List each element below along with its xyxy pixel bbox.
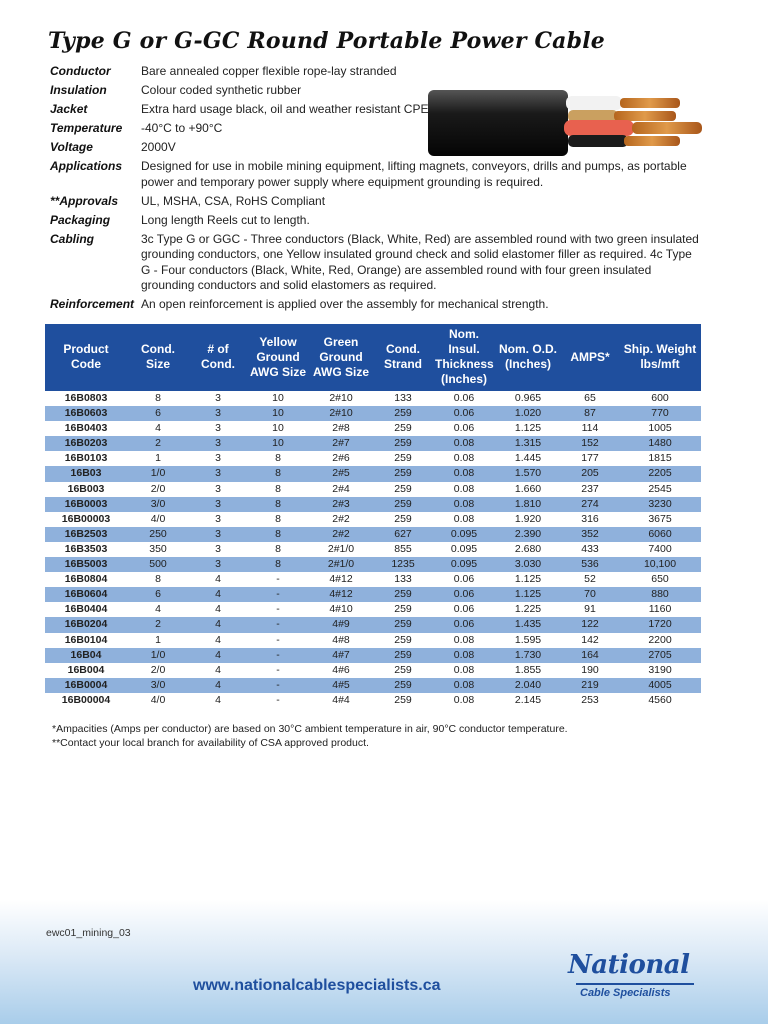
table-cell: 4#7 [309, 648, 373, 663]
table-cell: 4#5 [309, 678, 373, 693]
table-cell: 855 [394, 542, 412, 555]
table-cell: 219 [561, 678, 619, 693]
table-cell: 4 [189, 648, 247, 663]
spec-label: Packaging [50, 212, 111, 227]
table-cell-product-code: 16B0104 [64, 633, 108, 646]
table-cell: 8 [155, 573, 161, 586]
table-cell: 8 [275, 512, 281, 525]
table-cell: 0.08 [433, 648, 495, 663]
table-cell: 2#7 [309, 436, 373, 451]
table-cell: 114 [581, 422, 599, 435]
table-cell: 350 [149, 542, 167, 555]
col-header-ship-weight: Ship. Weight lbs/mft [619, 324, 701, 391]
spec-value: Colour coded synthetic rubber [141, 83, 302, 97]
table-cell: 0.095 [433, 557, 495, 572]
table-cell: 1815 [648, 452, 672, 465]
table-cell-product-code: 16B0803 [45, 391, 127, 407]
table-cell: 0.08 [433, 436, 495, 451]
table-cell: 4560 [648, 693, 672, 706]
spec-label: **Approvals [50, 193, 119, 208]
spec-value: 2000V [141, 140, 176, 154]
table-cell: 1.445 [514, 452, 542, 465]
spec-label: Insulation [50, 83, 107, 97]
table-cell: 880 [619, 587, 701, 602]
company-logo [560, 950, 705, 1005]
spec-label: Applications [50, 159, 123, 173]
table-cell: 536 [561, 557, 619, 572]
spec-value: Bare annealed copper flexible rope-lay stranded [141, 64, 397, 78]
spec-label: Voltage [50, 140, 93, 154]
table-cell: - [247, 648, 309, 663]
table-cell: 1.315 [495, 436, 561, 451]
table-cell: 1 [155, 633, 161, 646]
table-cell: 2/0 [150, 663, 166, 676]
table-cell: 3/0 [127, 678, 189, 693]
table-cell: 1.730 [495, 648, 561, 663]
table-cell: 3 [189, 497, 247, 512]
table-cell: 1.920 [514, 512, 542, 525]
table-cell: 133 [394, 573, 412, 586]
table-cell: 10 [247, 391, 309, 407]
table-cell: 133 [373, 391, 433, 407]
table-cell: 259 [394, 633, 412, 646]
table-row [45, 466, 701, 481]
table-cell: 3675 [648, 512, 672, 525]
table-cell: 8 [247, 497, 309, 512]
table-cell: 2#6 [332, 452, 350, 465]
table-cell: 4/0 [150, 693, 166, 706]
table-cell-product-code: 16B0404 [64, 603, 108, 616]
table-cell: 8 [247, 557, 309, 572]
table-cell: 2/0 [150, 482, 166, 495]
table-cell-product-code: 16B0103 [64, 452, 108, 465]
table-cell: 4#12 [309, 587, 373, 602]
table-cell: 0.08 [453, 693, 475, 706]
table-cell: 4 [215, 663, 221, 676]
table-cell: 4/0 [150, 512, 166, 525]
table-cell: 352 [561, 527, 619, 542]
table-cell: 4 [215, 693, 221, 706]
table-cell: 0.06 [433, 617, 495, 632]
col-header-insul-thickness: Nom. Insul. Thickness (Inches) [433, 324, 495, 391]
col-header-num-cond: # of Cond. [189, 324, 247, 391]
table-cell: 259 [394, 482, 412, 495]
table-cell: 3230 [619, 497, 701, 512]
table-row [45, 633, 701, 648]
table-cell: 0.08 [453, 452, 475, 465]
table-cell: 4 [189, 678, 247, 693]
table-cell: 250 [127, 527, 189, 542]
table-row [45, 602, 701, 617]
table-cell: 8 [275, 452, 281, 465]
table-cell: 1.435 [495, 617, 561, 632]
table-cell: 8 [127, 391, 189, 407]
table-cell-product-code: 16B0004 [45, 678, 127, 693]
table-row [45, 512, 701, 527]
spec-value: Extra hard usage black, oil and weather resistant CPE [141, 102, 429, 116]
table-cell: 3 [215, 452, 221, 465]
table-cell: 122 [561, 617, 619, 632]
table-cell: 259 [373, 436, 433, 451]
table-cell-product-code: 16B0403 [64, 422, 108, 435]
spec-row-approvals [50, 194, 700, 210]
table-cell: 2#3 [309, 497, 373, 512]
table-cell: 500 [127, 557, 189, 572]
table-cell: 1.125 [495, 587, 561, 602]
table-cell: 1.595 [514, 633, 542, 646]
table-cell: 4#9 [309, 617, 373, 632]
table-cell: 8 [275, 482, 281, 495]
table-cell: 70 [561, 587, 619, 602]
table-cell: 0.06 [433, 587, 495, 602]
table-cell-product-code: 16B003 [67, 482, 105, 495]
table-cell: 259 [394, 422, 412, 435]
table-row [45, 648, 701, 663]
table-cell: 2#8 [332, 422, 350, 435]
table-cell: 1.570 [495, 466, 561, 481]
table-cell: 2#10 [309, 391, 373, 407]
table-cell: 4005 [619, 678, 701, 693]
table-cell: 259 [394, 603, 412, 616]
table-cell: 0.06 [433, 406, 495, 421]
table-cell: 1480 [619, 436, 701, 451]
logo-underline [576, 983, 694, 985]
table-cell: 259 [373, 678, 433, 693]
spec-value: 3c Type G or GGC - Three conductors (Black, White, Red) are assembled round with two green insulated grounding conductors, one Yellow insulated ground check and solid elastomer filler as required. 4c Type G - Four conductors (Black, White, Red, Orange) are assembled round with four green insulated grounding conductors and solid elastomers as required. [141, 231, 699, 292]
table-cell: 2 [127, 436, 189, 451]
table-cell: 0.08 [453, 663, 475, 676]
table-row [45, 436, 701, 451]
product-table-container [45, 324, 701, 708]
table-cell: 2705 [619, 648, 701, 663]
table-cell-product-code: 16B03 [45, 466, 127, 481]
table-cell: 0.06 [433, 391, 495, 407]
table-cell: - [276, 573, 280, 586]
table-cell: 259 [373, 587, 433, 602]
table-cell: 4 [155, 422, 161, 435]
table-cell: 259 [373, 466, 433, 481]
table-cell: 3 [189, 466, 247, 481]
table-cell-product-code: 16B2503 [45, 527, 127, 542]
table-cell: 1.660 [514, 482, 542, 495]
table-cell: 0.08 [433, 466, 495, 481]
table-cell: 1235 [373, 557, 433, 572]
table-cell: 3/0 [127, 497, 189, 512]
table-cell: 4 [189, 617, 247, 632]
table-cell: 1.125 [514, 573, 542, 586]
table-cell: 87 [561, 406, 619, 421]
table-cell: - [247, 617, 309, 632]
table-cell: 259 [394, 452, 412, 465]
table-cell: 3 [189, 436, 247, 451]
table-cell: 10,100 [619, 557, 701, 572]
spec-row-reinforcement [50, 297, 700, 313]
table-cell: 2#5 [309, 466, 373, 481]
spec-row-cabling [50, 232, 700, 294]
table-cell: 3 [189, 391, 247, 407]
table-cell: 8 [247, 466, 309, 481]
table-cell: 3190 [648, 663, 672, 676]
table-cell: 3 [189, 527, 247, 542]
table-cell: 2545 [648, 482, 672, 495]
table-cell: 0.06 [453, 573, 475, 586]
table-cell: 316 [581, 512, 599, 525]
table-cell: 1.020 [495, 406, 561, 421]
table-cell-product-code: 16B00004 [61, 693, 111, 706]
table-cell: 3 [189, 406, 247, 421]
table-cell: 4#4 [332, 693, 350, 706]
table-cell: 8 [247, 527, 309, 542]
table-cell: 91 [584, 603, 596, 616]
table-row [45, 557, 701, 572]
table-cell: 259 [373, 648, 433, 663]
table-cell: 3 [215, 512, 221, 525]
logo-name: National [568, 950, 690, 980]
table-row [45, 421, 701, 436]
spec-value: UL, MSHA, CSA, RoHS Compliant [141, 193, 326, 208]
spec-label: Jacket [50, 102, 88, 116]
col-header-yellow-ground: Yellow Ground AWG Size [247, 324, 309, 391]
table-cell: 770 [619, 406, 701, 421]
table-cell: 2.390 [495, 527, 561, 542]
table-cell: - [276, 663, 280, 676]
table-cell: 10 [272, 422, 284, 435]
table-cell: 3 [215, 422, 221, 435]
table-cell: 0.08 [453, 512, 475, 525]
table-cell: 6 [127, 587, 189, 602]
col-header-cond-size: Cond. Size [127, 324, 189, 391]
page-title: Type G or G-GC Round Portable Power Cable [48, 28, 605, 54]
table-cell: 2#2 [309, 527, 373, 542]
table-cell-product-code: 16B0804 [64, 573, 108, 586]
table-cell-product-code: 16B04 [45, 648, 127, 663]
spec-value: Designed for use in mobile mining equipment, lifting magnets, conveyors, drills and pumps, as portable power and temporary power supply where equipment grounding is required. [141, 159, 687, 189]
table-row [45, 617, 701, 632]
table-row [45, 527, 701, 542]
table-cell: 0.08 [433, 678, 495, 693]
table-cell: 190 [581, 663, 599, 676]
spec-label: Temperature [50, 121, 123, 135]
table-cell: 164 [561, 648, 619, 663]
table-cell: 650 [651, 573, 669, 586]
table-cell: 259 [373, 406, 433, 421]
table-cell: 65 [561, 391, 619, 407]
spec-row-packaging [50, 213, 700, 229]
table-cell: 6060 [619, 527, 701, 542]
table-cell-product-code: 16B0204 [45, 617, 127, 632]
table-cell: 4#10 [329, 603, 353, 616]
table-cell: 10 [247, 436, 309, 451]
table-cell: 10 [247, 406, 309, 421]
table-cell: - [247, 678, 309, 693]
table-cell: 0.06 [453, 422, 475, 435]
table-cell: 2#1/0 [309, 557, 373, 572]
table-cell: 237 [581, 482, 599, 495]
table-header-row [45, 324, 701, 391]
col-header-green-ground: Green Ground AWG Size [309, 324, 373, 391]
table-cell: 3.030 [495, 557, 561, 572]
footnote-ampacity: *Ampacities (Amps per conductor) are based on 30°C ambient temperature in air, 90°C conductor temperature. [52, 723, 568, 735]
table-cell: 4 [189, 587, 247, 602]
table-row [45, 406, 701, 421]
table-cell: 2.680 [514, 542, 542, 555]
table-cell: 1/0 [127, 466, 189, 481]
table-cell: 600 [619, 391, 701, 407]
table-cell: 1.225 [514, 603, 542, 616]
product-table [45, 324, 701, 708]
table-cell: 253 [581, 693, 599, 706]
table-cell: 4#12 [329, 573, 353, 586]
table-cell: 0.06 [453, 603, 475, 616]
spec-label: Cabling [50, 231, 94, 246]
table-cell: 1.855 [514, 663, 542, 676]
footnote-csa: **Contact your local branch for availability of CSA approved product. [52, 736, 369, 749]
table-row [45, 542, 701, 557]
table-row [45, 693, 701, 708]
table-cell-product-code: 16B3503 [64, 542, 108, 555]
col-header-amps: AMPS* [561, 324, 619, 391]
table-body [45, 391, 701, 708]
table-cell: 4 [215, 603, 221, 616]
table-cell: 1.810 [495, 497, 561, 512]
table-cell: 142 [581, 633, 599, 646]
table-cell-product-code: 16B0003 [45, 497, 127, 512]
table-cell: 2#1/0 [327, 542, 355, 555]
table-cell: 259 [373, 497, 433, 512]
spec-value: An open reinforcement is applied over the assembly for mechanical strength. [141, 297, 549, 311]
table-cell-product-code: 16B0603 [45, 406, 127, 421]
table-cell: 0.965 [495, 391, 561, 407]
table-row [45, 663, 701, 678]
spec-label: Reinforcement [50, 297, 135, 311]
table-cell: 1/0 [127, 648, 189, 663]
table-cell: 4 [155, 603, 161, 616]
col-header-nom-od: Nom. O.D. (Inches) [495, 324, 561, 391]
table-cell: 0.08 [453, 482, 475, 495]
spec-value: Long length Reels cut to length. [141, 212, 310, 227]
table-cell: 8 [275, 542, 281, 555]
table-cell: 4#6 [332, 663, 350, 676]
table-cell-product-code: 16B00003 [61, 512, 111, 525]
table-cell: 259 [394, 663, 412, 676]
table-cell: 2200 [648, 633, 672, 646]
table-row [45, 451, 701, 466]
col-header-cond-strand: Cond. Strand [373, 324, 433, 391]
table-cell: 1005 [648, 422, 672, 435]
table-cell: 2.145 [514, 693, 542, 706]
table-cell: 52 [584, 573, 596, 586]
table-cell-product-code: 16B0203 [45, 436, 127, 451]
table-cell: 259 [394, 512, 412, 525]
table-cell: 1720 [619, 617, 701, 632]
table-cell: 433 [581, 542, 599, 555]
col-header-product-code: Product Code [45, 324, 127, 391]
table-cell: 274 [561, 497, 619, 512]
table-cell: 177 [581, 452, 599, 465]
table-cell: 3 [215, 482, 221, 495]
table-cell: - [247, 587, 309, 602]
table-row [45, 587, 701, 602]
table-cell: 2#10 [309, 406, 373, 421]
table-cell: 7400 [648, 542, 672, 555]
table-cell: 3 [215, 542, 221, 555]
spec-value: -40°C to +90°C [141, 121, 223, 135]
table-cell: 259 [373, 617, 433, 632]
table-row [45, 572, 701, 587]
table-cell: 152 [561, 436, 619, 451]
table-cell: - [276, 603, 280, 616]
table-cell: 205 [561, 466, 619, 481]
cable-product-image [428, 88, 704, 158]
spec-label: Conductor [50, 64, 111, 78]
footnotes [52, 723, 568, 750]
table-cell: 259 [394, 693, 412, 706]
table-cell: 627 [373, 527, 433, 542]
document-id: ewc01_mining_03 [46, 927, 131, 939]
table-cell: 0.08 [433, 497, 495, 512]
table-cell: 2205 [619, 466, 701, 481]
table-cell: 0.08 [453, 633, 475, 646]
table-row [45, 482, 701, 497]
logo-tagline: Cable Specialists [580, 987, 671, 999]
table-cell: 0.095 [450, 542, 478, 555]
table-cell: 0.095 [433, 527, 495, 542]
table-cell-product-code: 16B5003 [45, 557, 127, 572]
table-cell: 2#4 [332, 482, 350, 495]
table-row [45, 391, 701, 407]
table-cell-product-code: 16B0604 [45, 587, 127, 602]
table-cell: 2 [127, 617, 189, 632]
table-row [45, 678, 701, 693]
table-cell: - [276, 693, 280, 706]
spec-row-conductor [50, 64, 700, 80]
table-cell: 2.040 [495, 678, 561, 693]
table-cell: 1.125 [514, 422, 542, 435]
table-cell: 4 [215, 633, 221, 646]
table-cell: 4#8 [332, 633, 350, 646]
table-cell: 2#2 [332, 512, 350, 525]
table-cell: 1 [155, 452, 161, 465]
table-cell: 1160 [648, 603, 672, 616]
table-cell-product-code: 16B004 [67, 663, 105, 676]
table-cell: 4 [215, 573, 221, 586]
spec-row-applications [50, 159, 700, 190]
table-row [45, 497, 701, 512]
table-cell: 3 [189, 557, 247, 572]
website-link[interactable]: www.nationalcablespecialists.ca [193, 977, 441, 994]
table-cell: 6 [127, 406, 189, 421]
table-cell: - [276, 633, 280, 646]
